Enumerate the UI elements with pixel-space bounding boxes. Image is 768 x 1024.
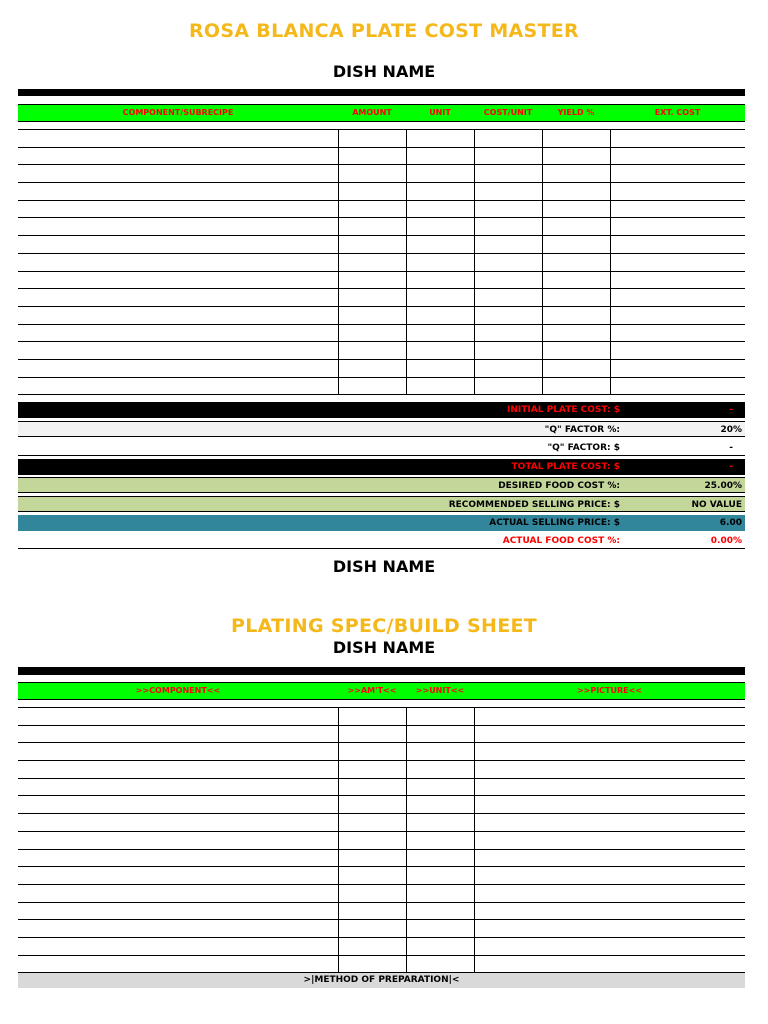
actual-food-cost-row [18, 533, 745, 549]
cost-table-cell-divider [406, 272, 407, 289]
build-table-cell-divider [406, 920, 407, 937]
build-table-cell-divider [338, 920, 339, 937]
actual-selling-price-row [18, 515, 745, 531]
cost-table-cell-divider [338, 360, 339, 377]
cost-table-cell-divider [406, 130, 407, 147]
cost-table-row[interactable] [18, 378, 745, 396]
build-table-cell-divider [406, 726, 407, 743]
cost-table-cell-divider [542, 201, 543, 218]
build-table-row[interactable] [18, 832, 745, 850]
build-table [18, 707, 745, 973]
col-build-amount: >>AM'T<< [347, 686, 397, 695]
cost-divider-bar [18, 89, 745, 96]
build-table-cell-divider [338, 814, 339, 831]
cost-table-cell-divider [610, 360, 611, 377]
cost-table-row[interactable] [18, 307, 745, 325]
cost-table-cell-divider [338, 254, 339, 271]
cost-table-cell-divider [406, 325, 407, 342]
cost-table-row[interactable] [18, 289, 745, 307]
cost-table-row[interactable] [18, 325, 745, 343]
cost-table-row[interactable] [18, 130, 745, 148]
cost-table-cell-divider [474, 218, 475, 235]
cost-table-cell-divider [610, 183, 611, 200]
cost-table-cell-divider [542, 183, 543, 200]
cost-table-cell-divider [338, 307, 339, 324]
cost-table-cell-divider [406, 201, 407, 218]
cost-table-row[interactable] [18, 254, 745, 272]
q-factor-value[interactable]: - [729, 443, 733, 453]
cost-table-cell-divider [338, 378, 339, 395]
build-table-cell-divider [338, 903, 339, 920]
build-table-cell-divider [406, 708, 407, 725]
cost-table-cell-divider [338, 218, 339, 235]
cost-sheet-title: ROSA BLANCA PLATE COST MASTER [189, 20, 579, 42]
cost-table-cell-divider [338, 272, 339, 289]
cost-table-cell-divider [474, 360, 475, 377]
cost-table-cell-divider [474, 378, 475, 395]
build-table-cell-divider [406, 850, 407, 867]
desired-food-cost-value[interactable]: 25.00% [704, 481, 742, 491]
initial-plate-cost-label: INITIAL PLATE COST: $ [507, 405, 620, 415]
cost-table-row[interactable] [18, 272, 745, 290]
cost-table-cell-divider [338, 148, 339, 165]
build-table-cell-divider [406, 814, 407, 831]
cost-table-cell-divider [542, 218, 543, 235]
actual-selling-price-label: ACTUAL SELLING PRICE: $ [489, 518, 620, 528]
cost-table-cell-divider [610, 165, 611, 182]
desired-food-cost-row [18, 477, 745, 493]
build-table-cell-divider [338, 726, 339, 743]
build-table-row[interactable] [18, 885, 745, 903]
cost-table-cell-divider [542, 289, 543, 306]
build-table-cell-divider [406, 779, 407, 796]
build-dish-name-text: DISH NAME [332, 638, 436, 657]
build-table-cell-divider [338, 761, 339, 778]
build-table-row[interactable] [18, 814, 745, 832]
cost-table-cell-divider [610, 342, 611, 359]
cost-table-row[interactable] [18, 183, 745, 201]
build-table-cell-divider [338, 796, 339, 813]
cost-dish-name-clipped-text: DISH NAME [332, 557, 436, 576]
col-build-picture: >>PICTURE<< [576, 686, 643, 695]
build-table-cell-divider [338, 743, 339, 760]
build-table-cell-divider [406, 867, 407, 884]
q-factor-pct-row [18, 421, 745, 437]
cost-table-cell-divider [406, 165, 407, 182]
cost-table-cell-divider [542, 325, 543, 342]
build-table-row[interactable] [18, 708, 745, 726]
build-table-row[interactable] [18, 938, 745, 956]
col-unit: UNIT [429, 108, 451, 117]
cost-table-cell-divider [610, 272, 611, 289]
cost-table-cell-divider [406, 289, 407, 306]
build-table-cell-divider [406, 885, 407, 902]
cost-table-cell-divider [406, 218, 407, 235]
build-table-row[interactable] [18, 956, 745, 974]
cost-table-cell-divider [338, 236, 339, 253]
cost-table-cell-divider [474, 272, 475, 289]
cost-table-cell-divider [610, 201, 611, 218]
cost-table-cell-divider [542, 148, 543, 165]
cost-table-cell-divider [542, 165, 543, 182]
cost-table-row[interactable] [18, 360, 745, 378]
cost-table-cell-divider [542, 272, 543, 289]
build-table-row[interactable] [18, 761, 745, 779]
cost-table-cell-divider [542, 342, 543, 359]
cost-table-cell-divider [338, 342, 339, 359]
build-table-row[interactable] [18, 726, 745, 744]
cost-table-cell-divider [542, 236, 543, 253]
cost-table-row[interactable] [18, 148, 745, 166]
build-dish-name [0, 638, 768, 658]
initial-plate-cost-value[interactable]: - [729, 405, 733, 415]
cost-table-cell-divider [406, 148, 407, 165]
cost-table-cell-divider [610, 148, 611, 165]
cost-table-cell-divider [610, 236, 611, 253]
cost-table-cell-divider [406, 307, 407, 324]
build-table-cell-divider [338, 885, 339, 902]
cost-table-cell-divider [542, 307, 543, 324]
build-table-row[interactable] [18, 796, 745, 814]
build-table-row[interactable] [18, 850, 745, 868]
cost-table-cell-divider [474, 201, 475, 218]
cost-table-cell-divider [406, 254, 407, 271]
build-table-cell-divider [406, 956, 407, 973]
cost-table-row[interactable] [18, 342, 745, 360]
cost-table-cell-divider [474, 307, 475, 324]
col-build-component: >>COMPONENT<< [135, 686, 221, 695]
build-sheet-title: PLATING SPEC/BUILD SHEET [230, 615, 538, 637]
cost-table-cell-divider [610, 307, 611, 324]
cost-table-cell-divider [474, 342, 475, 359]
cost-table-cell-divider [474, 130, 475, 147]
actual-food-cost-label: ACTUAL FOOD COST %: [502, 536, 620, 546]
cost-table-cell-divider [474, 165, 475, 182]
cost-table-cell-divider [406, 183, 407, 200]
build-table-cell-divider [406, 938, 407, 955]
initial-plate-cost-row [18, 402, 745, 418]
cost-table-header [18, 104, 745, 122]
q-factor-row [18, 440, 745, 456]
cost-table-cell-divider [338, 183, 339, 200]
cost-table-cell-divider [542, 378, 543, 395]
build-table-row[interactable] [18, 920, 745, 938]
cost-table-cell-divider [338, 165, 339, 182]
cost-table-cell-divider [610, 325, 611, 342]
col-ext-cost: EXT. COST [654, 108, 701, 117]
cost-table-cell-divider [542, 360, 543, 377]
cost-table-cell-divider [474, 254, 475, 271]
cost-table-cell-divider [338, 289, 339, 306]
desired-food-cost-label: DESIRED FOOD COST %: [498, 481, 620, 491]
build-table-cell-divider [406, 832, 407, 849]
build-table-cell-divider [338, 938, 339, 955]
cost-table-row[interactable] [18, 236, 745, 254]
col-build-unit: >>UNIT<< [415, 686, 465, 695]
recommended-price-value[interactable]: NO VALUE [691, 500, 742, 510]
cost-table-cell-divider [474, 183, 475, 200]
cost-table-cell-divider [610, 218, 611, 235]
cost-table-cell-divider [610, 254, 611, 271]
total-plate-cost-value[interactable]: - [729, 462, 733, 472]
cost-table-cell-divider [542, 254, 543, 271]
cost-dish-name-clipped [0, 556, 768, 576]
build-table-header [18, 682, 745, 700]
build-table-cell-divider [406, 796, 407, 813]
build-table-row[interactable] [18, 743, 745, 761]
col-amount: AMOUNT [352, 108, 392, 117]
cost-table-cell-divider [338, 130, 339, 147]
build-table-cell-divider [338, 779, 339, 796]
col-cost-unit: COST/UNIT [483, 108, 533, 117]
cost-table-cell-divider [474, 148, 475, 165]
total-plate-cost-label: TOTAL PLATE COST: $ [511, 462, 620, 472]
cost-table-cell-divider [542, 130, 543, 147]
build-table-cell-divider [338, 832, 339, 849]
cost-table-cell-divider [406, 378, 407, 395]
cost-table-cell-divider [474, 236, 475, 253]
col-component: COMPONENT/SUBRECIPE [122, 108, 234, 117]
q-factor-pct-label: "Q" FACTOR %: [544, 425, 620, 435]
build-table-cell-divider [338, 956, 339, 973]
build-table-cell-divider [406, 743, 407, 760]
build-table-row[interactable] [18, 867, 745, 885]
cost-table [18, 129, 745, 395]
actual-selling-price-value[interactable]: 6.00 [719, 518, 742, 528]
build-divider-bar [18, 667, 745, 675]
build-table-cell-divider [406, 761, 407, 778]
cost-table-cell-divider [406, 360, 407, 377]
build-table-cell-divider [338, 867, 339, 884]
cost-table-cell-divider [474, 289, 475, 306]
cost-table-cell-divider [474, 325, 475, 342]
cost-table-cell-divider [610, 378, 611, 395]
col-yield: YIELD % [557, 108, 595, 117]
total-plate-cost-row [18, 459, 745, 475]
cost-table-cell-divider [610, 130, 611, 147]
cost-table-cell-divider [610, 289, 611, 306]
build-table-row[interactable] [18, 779, 745, 797]
actual-food-cost-value[interactable]: 0.00% [710, 536, 742, 546]
build-table-row[interactable] [18, 903, 745, 921]
picture-area-border [474, 707, 475, 973]
cost-table-cell-divider [338, 325, 339, 342]
build-table-cell-divider [406, 903, 407, 920]
cost-table-row[interactable] [18, 218, 745, 236]
build-table-cell-divider [338, 850, 339, 867]
cost-table-row[interactable] [18, 165, 745, 183]
q-factor-label: "Q" FACTOR: $ [547, 443, 620, 453]
cost-table-cell-divider [406, 236, 407, 253]
q-factor-pct-value[interactable]: 20% [720, 425, 742, 435]
recommended-price-label: RECOMMENDED SELLING PRICE: $ [448, 500, 620, 510]
cost-table-row[interactable] [18, 201, 745, 219]
cost-table-cell-divider [406, 342, 407, 359]
cost-table-cell-divider [338, 201, 339, 218]
cost-dish-name: DISH NAME [332, 62, 436, 81]
recommended-price-row [18, 496, 745, 512]
method-of-preparation: >|METHOD OF PREPARATION|< [18, 972, 745, 988]
build-table-cell-divider [338, 708, 339, 725]
